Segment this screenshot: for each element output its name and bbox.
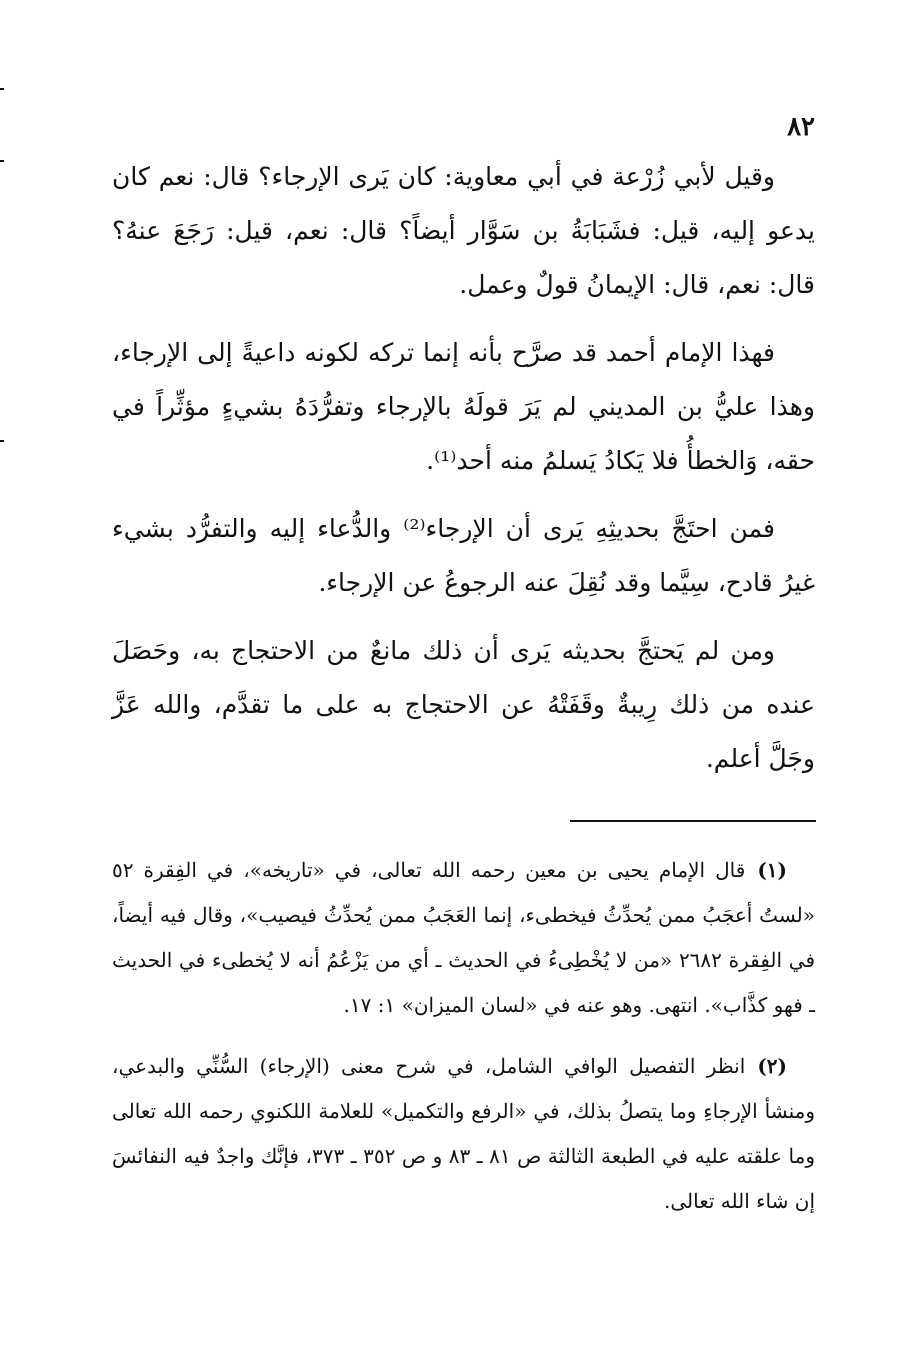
page-number: ٨٢ [787, 112, 815, 142]
footnote-text: قال الإمام يحيى بن معين رحمه الله تعالى، في «تاريخه»، في الفِقرة ٥٢ «لستُ أعجَبُ ممن يُحدِّثُ فيخطىء، إنما العَجَبُ ممن يُحدِّثُ فيصيب»، وقال فيه أيضاً، في الفِقرة ٢٦٨٢ «من لا يُخْطِىءُ في الحديث ـ أي من يَزْعُمُ أنه لا يُخطىء في الحديث ـ فهو كذَّاب». انتهى. وهو عنه في «لسان الميزان» ١: ١٧. [112, 858, 816, 1017]
footnote-divider [570, 820, 816, 822]
scan-margin-mark [0, 440, 4, 442]
footnotes [112, 848, 815, 1240]
paragraph: وقيل لأبي زُرْعة في أبي معاوية: كان يَرى الإرجاء؟ قال: نعم كان يدعو إليه، قيل: فشَبَابَةُ بن سَوَّار أيضاً؟ قال: نعم، قيل: رَجَعَ عنهُ؟ قال: نعم، قال: الإيمانُ قولٌ وعمل. [112, 162, 815, 299]
footnote-text: انظر التفصيل الوافي الشامل، في شرح معنى (الإرجاء) السُّنِّي والبدعي، ومنشأ الإرجاءِ وما يتصلُ بذلك، في «الرفع والتكميل» للعلامة اللكنوي رحمه الله تعالى وما علقته عليه في الطبعة الثالثة ص ٨١ ـ ٨٣ و ص ٣٥٢ ـ ٣٧٣، فإنَّك واجدٌ فيه النفائسَ إن شاء الله تعالى. [112, 1054, 815, 1213]
footnote [112, 1044, 815, 1224]
main-text [112, 150, 815, 800]
footnote [112, 848, 815, 1028]
footnote-number: (٢) [757, 1054, 787, 1078]
paragraph: فهذا الإمام أحمد قد صرَّح بأنه إنما تركه لكونه داعيةً إلى الإرجاء، وهذا عليُّ بن المديني لم يَرَ قولَهُ بالإرجاء وتفرُّدَهُ بشيءٍ مؤثِّراً في حقه، وَالخطأُ فلا يَكادُ يَسلمُ منه أحد⁽¹⁾. [112, 338, 815, 475]
footnote-number: (١) [757, 858, 787, 882]
paragraph: ومن لم يَحتجَّ بحديثه يَرى أن ذلك مانعٌ من الاحتجاج به، وحَصَلَ عنده من ذلك رِيبةٌ وقَفَتْهُ عن الاحتجاج به على ما تقدَّم، والله عَزَّ وجَلَّ أعلم. [112, 636, 815, 773]
scan-margin-mark [0, 88, 4, 90]
paragraph: فمن احتَجَّ بحديثِهِ يَرى أن الإرجاء⁽²⁾ والدُّعاء إليه والتفرُّد بشيء غيرُ قادح، سِيَّما وقد نُقِلَ عنه الرجوعُ عن الإرجاء. [112, 514, 815, 597]
scan-margin-mark [0, 160, 4, 162]
